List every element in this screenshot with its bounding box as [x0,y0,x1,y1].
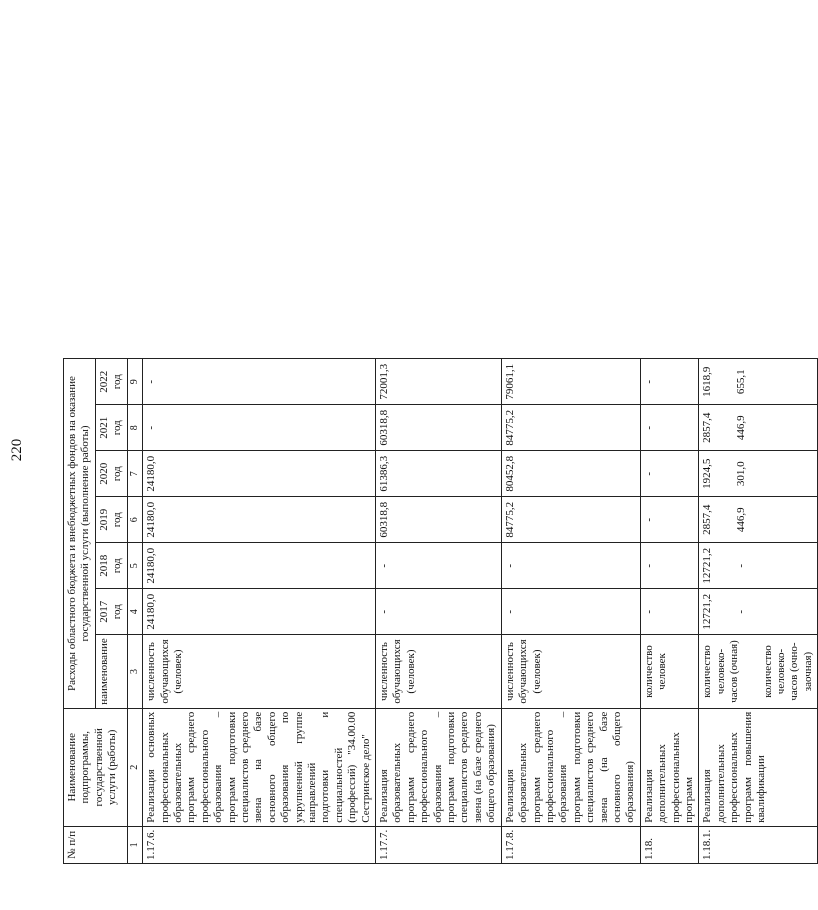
row-value-cell [699,405,818,451]
header-year: 2021 год [95,405,127,451]
table-row [699,359,818,864]
header-year: 2020 год [95,451,127,497]
column-index: 5 [127,543,143,589]
column-index-row [127,359,143,864]
row-value: 24180,0 [143,497,376,543]
row-indicator: количество человек [640,635,699,708]
row-value: 79061,1 [501,359,640,405]
row-value: 1924,5 [701,458,714,489]
row-value-secondary: 301,0 [734,461,747,487]
row-value: 24180,0 [143,589,376,635]
row-num: 1.17.8. [501,826,640,863]
row-value: - [501,589,640,635]
row-name: Реализация образовательных программ среднего профессионального образования – программ подготовки специалистов среднего звена (на базе среднего общего образования) [376,708,502,826]
row-value-secondary: 655,1 [734,369,747,395]
row-value: 2857,4 [701,412,714,443]
table-row [640,359,699,864]
row-value: 60318,8 [376,497,502,543]
row-value: - [143,359,376,405]
row-value: 84775,2 [501,405,640,451]
row-value: 12721,2 [701,547,714,584]
header-year: 2022 год [95,359,127,405]
header-year: 2017 год [95,589,127,635]
column-index: 7 [127,451,143,497]
row-value: 80452,8 [501,451,640,497]
row-num: 1.18.1. [699,826,818,863]
row-value: - [501,543,640,589]
row-indicator: численность обучающихся (человек) [501,635,640,708]
row-name: Реализация дополнительных профессиональных программ повышения квалификации [699,708,818,826]
row-value-cell [699,543,818,589]
column-index: 4 [127,589,143,635]
row-value: 24180,0 [143,451,376,497]
column-index: 6 [127,497,143,543]
column-index: 2 [127,708,143,826]
row-value: - [143,405,376,451]
row-value-cell [699,359,818,405]
row-value: - [640,451,699,497]
row-value-secondary: 446,9 [734,507,747,533]
row-value: 24180,0 [143,543,376,589]
row-name: Реализация основных профессиональных образовательных программ среднего профессионального образования – программ подготовки специалистов среднего звена на базе основного общего образования по укрупненной группе направлений подготовки и специальностей (профессий) "34.00.00 Сестринское дело" [143,708,376,826]
row-indicator: численность обучающихся (человек) [143,635,376,708]
row-value: - [640,497,699,543]
row-value: - [640,405,699,451]
row-value-cell [699,451,818,497]
column-index: 8 [127,405,143,451]
table-row [376,359,502,864]
row-indicator: численность обучающихся (человек) [376,635,502,708]
row-value: - [640,359,699,405]
row-num: 1.17.7. [376,826,502,863]
row-value-secondary: 446,9 [734,415,747,441]
expenses-table [63,358,818,864]
header-num: № п/п [64,826,128,863]
header-expenses: Расходы областного бюджета и внебюджетных фондов на оказание государственной услуги (выполнение работы) [64,359,96,708]
row-value: - [640,589,699,635]
column-index: 1 [127,826,143,863]
column-index: 3 [127,635,143,708]
row-num: 1.18. [640,826,699,863]
row-value: 2857,4 [701,504,714,535]
header-indicator: наименование [95,635,127,708]
row-indicator: количество человеко-часов (очная) [701,640,741,703]
row-name: Реализация образовательных программ среднего профессионального образования – программ подготовки специалистов среднего звена (на базе основного общего образования) [501,708,640,826]
row-value-cell [699,497,818,543]
column-index: 9 [127,359,143,405]
row-value-secondary: - [734,563,747,568]
row-value: 1618,9 [701,366,714,397]
page-number: 220 [9,438,25,462]
row-indicator-secondary: количество человеко-часов (очно-заочная) [761,642,814,701]
row-value: 12721,2 [701,593,714,630]
row-indicator-cell [699,635,818,708]
row-value: - [376,543,502,589]
header-name: Наименование подпрограммы, государственной услуги (работы) [64,708,128,826]
row-value: - [376,589,502,635]
row-value: 61386,3 [376,451,502,497]
header-year: 2018 год [95,543,127,589]
header-row-1 [64,359,96,864]
header-year: 2019 год [95,497,127,543]
row-value-cell [699,589,818,635]
table-row [143,359,376,864]
row-value: 84775,2 [501,497,640,543]
table-row [501,359,640,864]
row-value-secondary: - [734,609,747,614]
row-name: Реализация дополнительных профессиональных программ [640,708,699,826]
row-value: - [640,543,699,589]
row-value: 72001,3 [376,359,502,405]
row-value: 60318,8 [376,405,502,451]
row-num: 1.17.6. [143,826,376,863]
